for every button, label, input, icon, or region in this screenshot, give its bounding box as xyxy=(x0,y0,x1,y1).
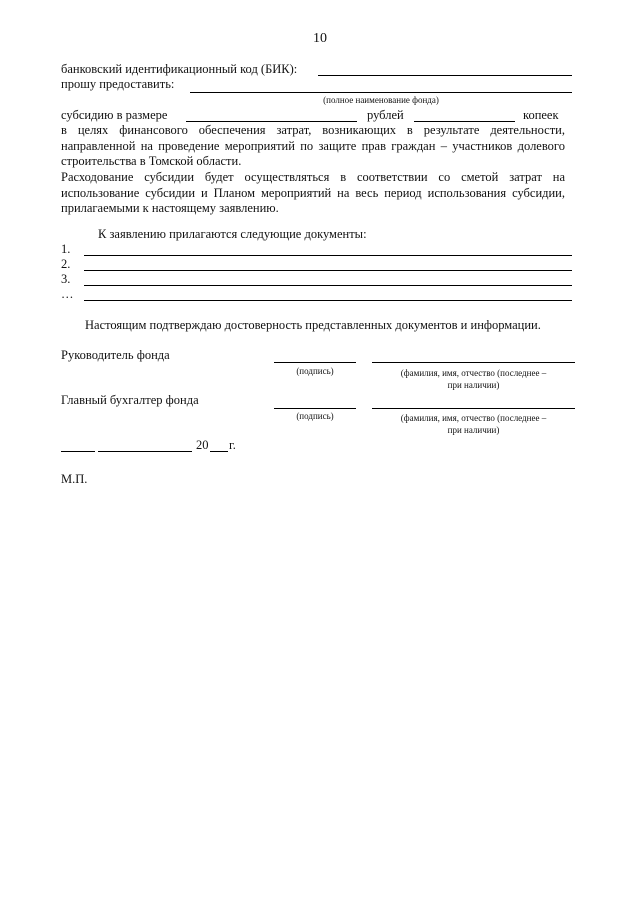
full-name-caption: (фамилия, имя, отчество (последнее – xyxy=(400,413,547,423)
full-name-caption: при наличии) xyxy=(447,425,500,435)
signature-caption: (подпись) xyxy=(296,411,334,421)
date-month-line[interactable] xyxy=(98,451,192,452)
attachment-number: 3. xyxy=(61,272,71,286)
attachment-line-3[interactable] xyxy=(84,285,572,286)
full-name-line[interactable] xyxy=(372,408,575,409)
bik-label: банковский идентификационный код (БИК): xyxy=(61,62,298,76)
attachment-line-4[interactable] xyxy=(84,300,572,301)
attachments-intro: К заявлению прилагаются следующие документы: xyxy=(98,227,367,241)
full-name-caption: при наличии) xyxy=(447,380,500,390)
attachment-line-2[interactable] xyxy=(84,270,572,271)
spending-paragraph: Расходование субсидии будет осуществляться в соответствии со сметой затрат на использование субсидии и Планом мероприятий на весь период использования субсидии, прилагаемыми к настоящему заявлению. xyxy=(61,170,565,215)
attachment-number: … xyxy=(61,287,74,301)
full-name-line[interactable] xyxy=(372,362,575,363)
signature-line[interactable] xyxy=(274,408,356,409)
attachment-line-1[interactable] xyxy=(84,255,572,256)
subsidy-label: субсидию в размере xyxy=(61,108,168,122)
signature-caption: (подпись) xyxy=(296,366,334,376)
page-number: 10 xyxy=(313,31,327,46)
full-name-caption: (фамилия, имя, отчество (последнее – xyxy=(400,368,547,378)
date-year-prefix: 20 xyxy=(196,438,209,452)
signature-line[interactable] xyxy=(274,362,356,363)
date-year-line[interactable] xyxy=(210,451,228,452)
rubles-label: рублей xyxy=(367,108,404,122)
bik-field-line[interactable] xyxy=(318,75,572,76)
signer-role: Руководитель фонда xyxy=(61,348,170,362)
request-label: прошу предоставить: xyxy=(61,77,175,91)
kopecks-field-line[interactable] xyxy=(414,121,515,122)
fund-name-caption: (полное наименование фонда) xyxy=(323,95,439,105)
signer-role: Главный бухгалтер фонда xyxy=(61,393,199,407)
attachment-number: 2. xyxy=(61,257,71,271)
confirmation-text: Настоящим подтверждаю достоверность представленных документов и информации. xyxy=(85,318,541,332)
stamp-label: М.П. xyxy=(61,472,88,486)
rubles-field-line[interactable] xyxy=(186,121,357,122)
date-day-line[interactable] xyxy=(61,451,95,452)
kopecks-label: копеек xyxy=(523,108,559,122)
attachment-number: 1. xyxy=(61,242,71,256)
purpose-paragraph: в целях финансового обеспечения затрат, возникающих в результате деятельности, направленной на проведение мероприятий по защите прав граждан – участников долевого строительства в Томской области. xyxy=(61,123,565,168)
fund-name-field-line[interactable] xyxy=(190,92,572,93)
date-year-suffix: г. xyxy=(229,438,236,452)
